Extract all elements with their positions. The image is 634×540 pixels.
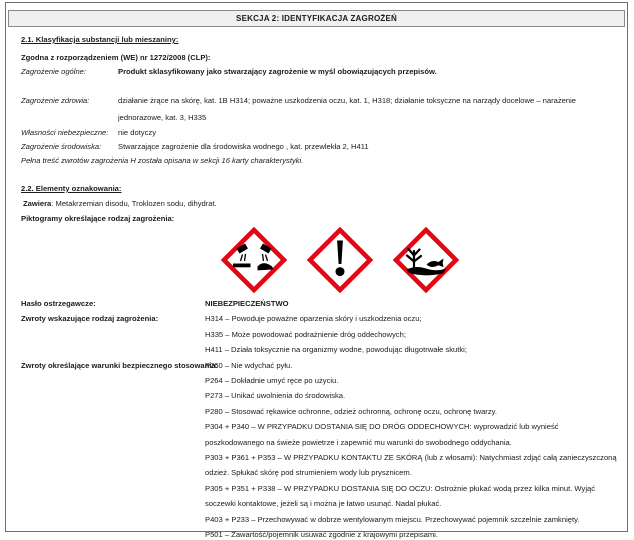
signal-word-value: NIEBEZPIECZEŃSTWO: [205, 299, 289, 308]
precautionary-line: poszkodowanego na świeże powietrze i zapewnić mu warunki do swobodnego oddychania.: [205, 437, 512, 447]
dangerous-properties-value: nie dotyczy: [118, 128, 156, 137]
ghs07-exclamation-icon: [307, 227, 373, 293]
hazard-statements-label: Zwroty wskazujące rodzaj zagrożenia:: [21, 314, 159, 324]
contains-label: Zawiera: [23, 199, 52, 208]
pictograms-label: Piktogramy określające rodzaj zagrożenia:: [21, 214, 175, 223]
row-dangerous-properties: [21, 126, 611, 140]
ghs-pictograms: [221, 227, 611, 293]
precautionary-line: P304 + P340 – W PRZYPADKU DOSTANIA SIĘ DO DRÓG ODDECHOWYCH: wyprowadzić lub wynieść: [205, 422, 559, 432]
precautionary-line: P273 – Unikać uwolnienia do środowiska.: [205, 391, 346, 401]
precautionary-line: P501 – Zawartość/pojemnik usuwać zgodnie z krajowymi przepisami.: [205, 530, 438, 540]
environment-hazard-value: Stwarzające zagrożenie dla środowiska wodnego , kat. przewlekła 2, H411: [118, 142, 369, 151]
row-precautionary-statements: [21, 358, 617, 540]
general-hazard-value: Produkt sklasyfikowany jako stwarzający zagrożenie w myśl obowiązujących przepisów.: [118, 67, 437, 76]
heading-classification: 2.1. Klasyfikacja substancji lub mieszaniny:: [21, 35, 179, 44]
precautionary-line: P403 + P233 – Przechowywać w dobrze wentylowanym miejscu. Przechowywać pojemnik szczelnie zamknięty.: [205, 514, 580, 524]
health-hazard-value: [118, 92, 611, 126]
precautionary-line: P303 + P361 + P353 – W PRZYPADKU KONTAKTU ZE SKÓRĄ (lub z włosami): Natychmiast zdjąć całą zanieczyszczoną: [205, 453, 617, 463]
precautionary-line: odzież. Spłukać skórę pod strumieniem wody lub prysznicem.: [205, 468, 412, 478]
precautionary-statements-label: Zwroty określające warunki bezpiecznego stosowania:: [21, 360, 219, 370]
full-text-note: Pełna treść zwrotów zagrożenia H została opisana w sekcji 16 karty charakterystyki.: [21, 156, 304, 165]
row-signal-word: [21, 296, 611, 311]
precautionary-line: P305 + P351 + P338 – W PRZYPADKU DOSTANIA SIĘ DO OCZU: Ostrożnie płukać wodą przez kilka minut. Wyjąć: [205, 483, 596, 493]
hazard-statements-list: [205, 311, 611, 357]
contains-value: : Metakrzemian disodu, Troklozen sodu, dihydrat.: [51, 199, 217, 208]
section-frame: [5, 2, 628, 540]
dangerous-properties-label: Własności niebezpieczne:: [21, 128, 109, 137]
hazard-statement-line: H335 – Może powodować podrażnienie dróg oddechowych;: [205, 329, 406, 339]
row-environment-hazard: [21, 140, 611, 154]
precautionary-line: soczewki kontaktowe, jeżeli są i można je łatwo usunąć. Nadal płukać.: [205, 499, 442, 509]
section-header: [8, 10, 625, 27]
section-content: [21, 33, 617, 540]
contains-line: [23, 197, 611, 211]
hazard-statement-line: H411 – Działa toksycznie na organizmy wodne, powodując długotrwałe skutki;: [205, 345, 467, 355]
row-general-hazard: [21, 65, 611, 79]
precautionary-line: P264 – Dokładnie umyć ręce po użyciu.: [205, 376, 339, 386]
health-hazard-line1: działanie żrące na skórę, kat. 1B H314; poważne uszkodzenia oczu, kat. 1, H318; działanie toksyczne na narządy docelowe – narażenie: [118, 96, 577, 105]
ghs09-environment-icon: [393, 227, 459, 293]
health-hazard-label: Zagrożenie zdrowia:: [21, 96, 90, 105]
general-hazard-label: Zagrożenie ogólne:: [21, 67, 87, 76]
heading-labelling: 2.2. Elementy oznakowania:: [21, 184, 122, 193]
health-hazard-line2: jednorazowe, kat. 3, H335: [118, 113, 207, 122]
row-health-hazard: [21, 92, 611, 126]
environment-hazard-label: Zagrożenie środowiska:: [21, 142, 102, 151]
hazard-statement-line: H314 – Powoduje poważne oparzenia skóry i uszkodzenia oczu;: [205, 314, 422, 324]
row-hazard-statements: [21, 311, 611, 357]
precautionary-line: P260 – Nie wdychać pyłu.: [205, 360, 293, 370]
ghs05-corrosion-icon: [221, 227, 287, 293]
precautionary-line: P280 – Stosować rękawice ochronne, odzież ochronną, ochronę oczu, ochronę twarzy.: [205, 406, 497, 416]
signal-word-label: Hasło ostrzegawcze:: [21, 299, 96, 308]
section-title: SEKCJA 2: IDENTYFIKACJA ZAGROŻEŃ: [236, 14, 397, 23]
regulation-line: Zgodna z rozporządzeniem (WE) nr 1272/2008 (CLP):: [21, 53, 211, 62]
precautionary-statements-list: [205, 358, 617, 540]
